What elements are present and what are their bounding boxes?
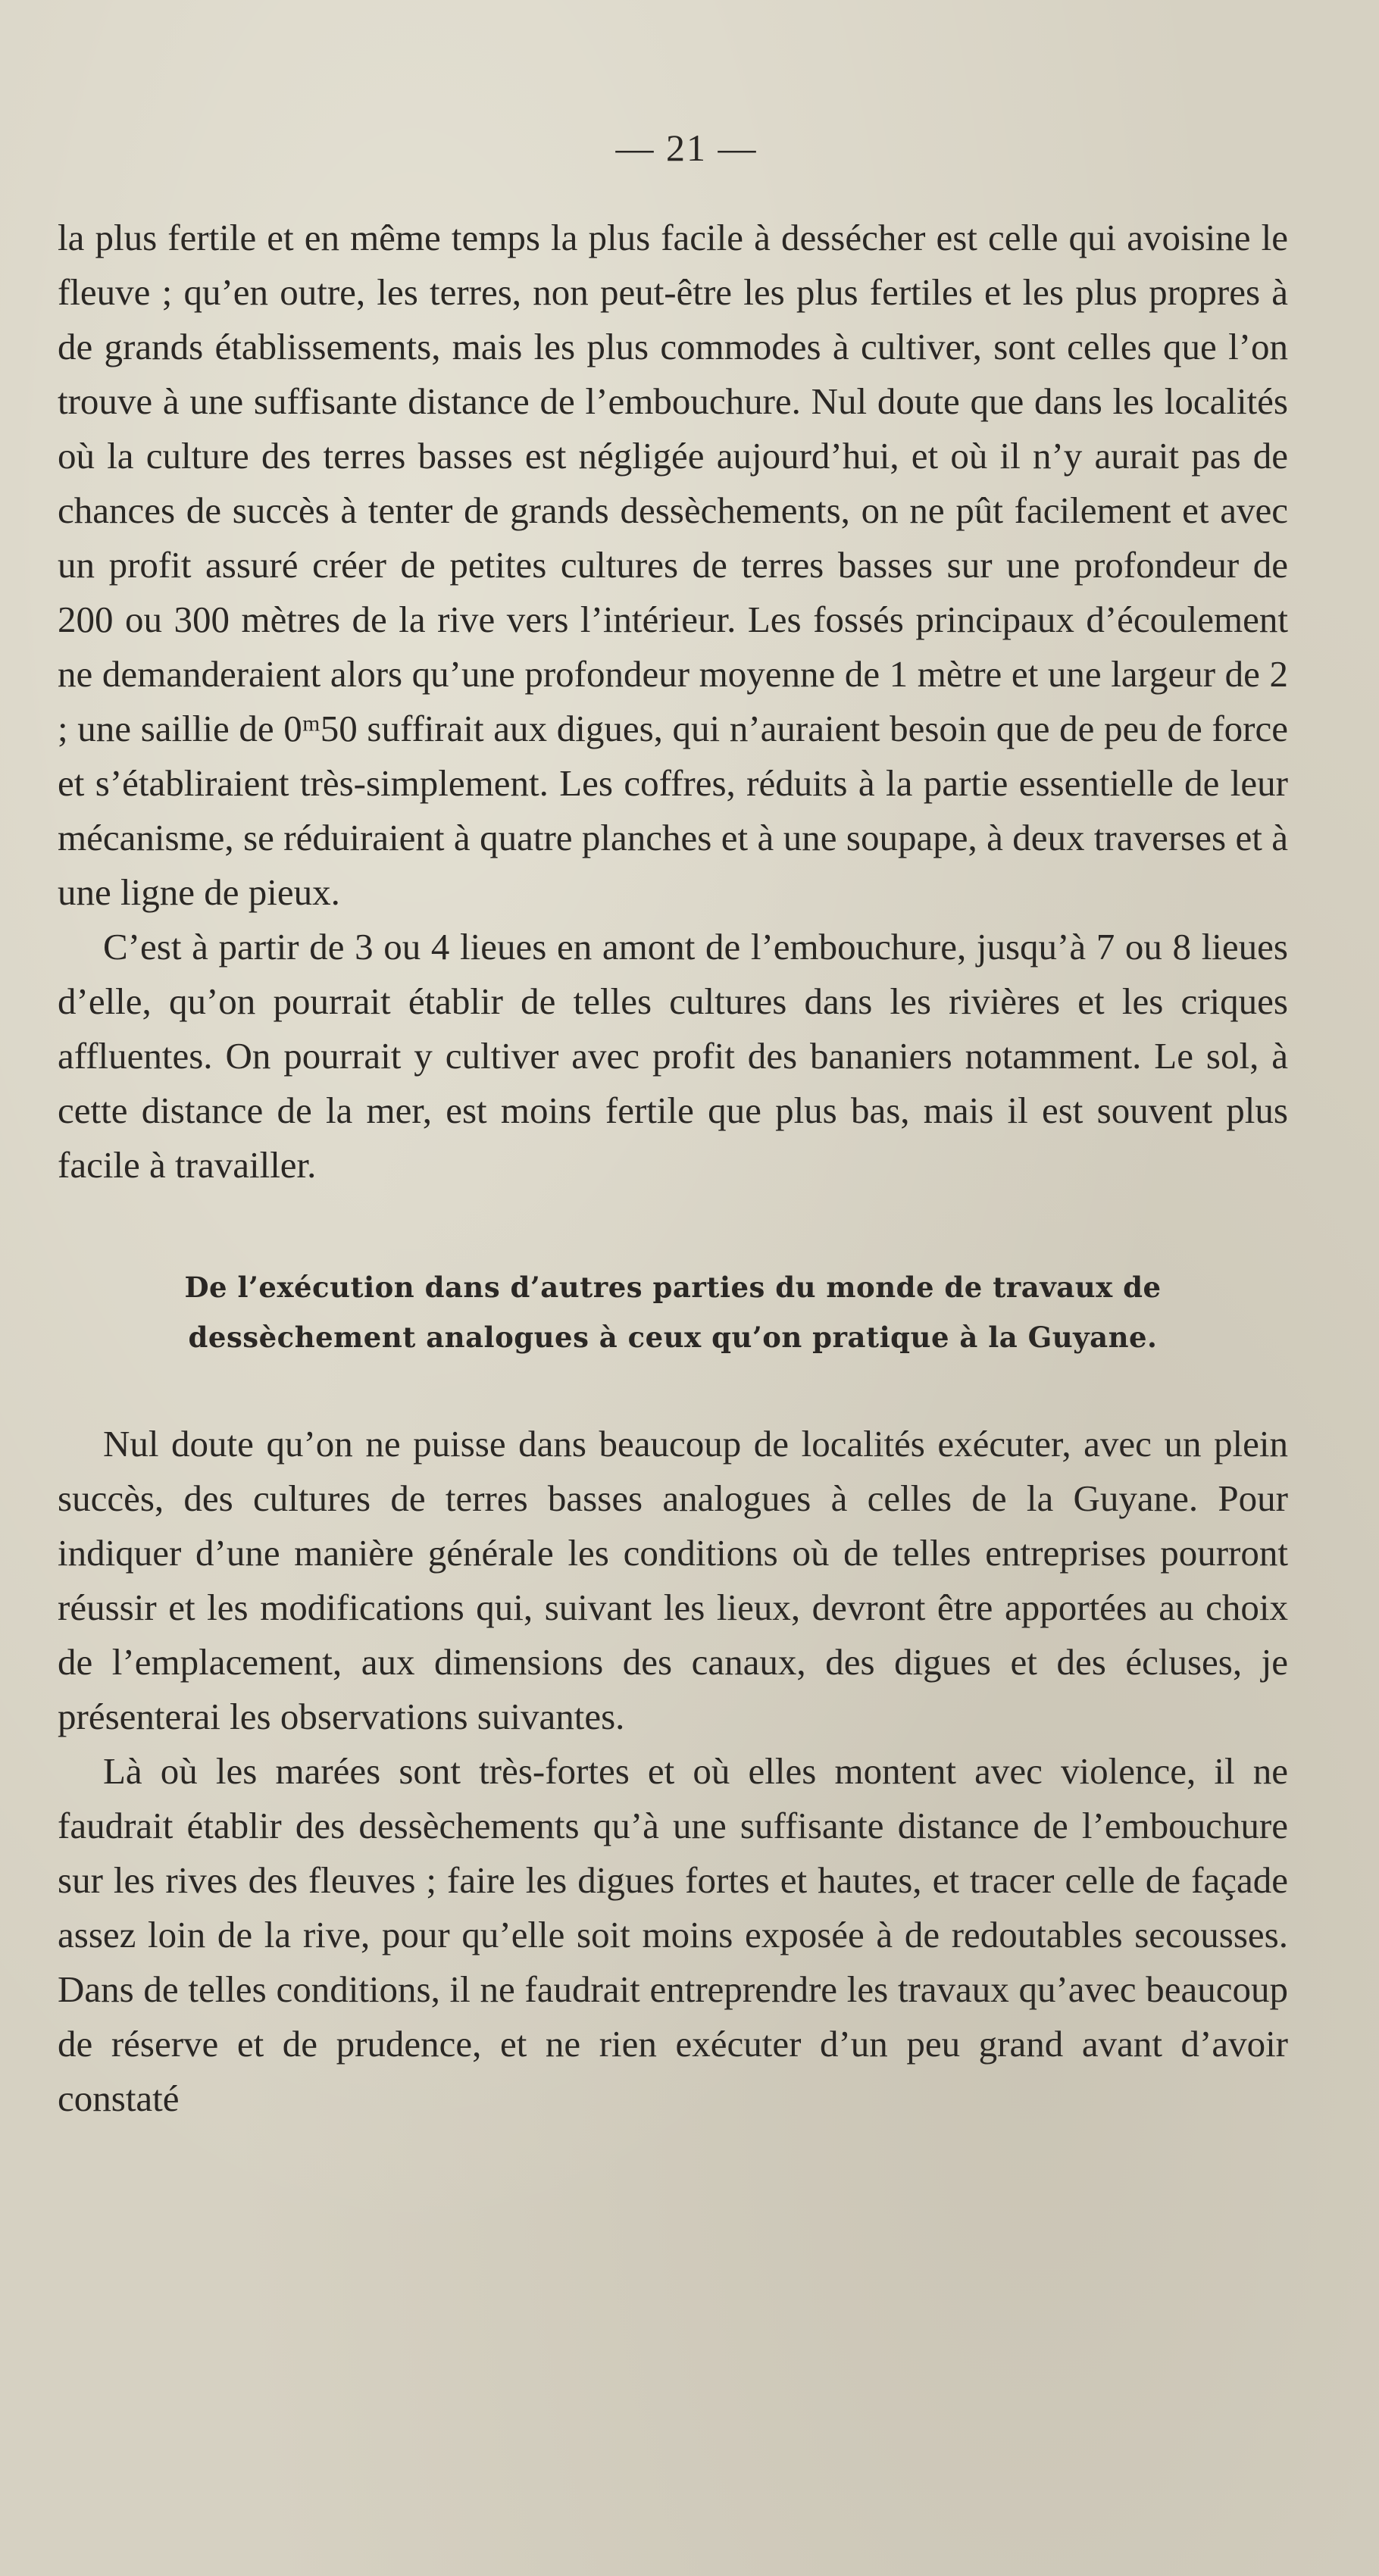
paragraph-marees: Là où les marées sont très-fortes et où elles montent avec violence, il ne faudrait établir des dessèchements qu’à une suffisante distance de l’embouchure sur les rives des fleuves ; faire les digues fortes et hautes, et tracer celle de façade assez loin de la rive, pour qu’elle soit moins exposée à de redoutables secousses. Dans de telles conditions, il ne faudrait entreprendre les travaux qu’avec beaucoup de réserve et de prudence, et ne rien exécuter d’un peu grand avant d’avoir constaté	[58, 1750, 1288, 2119]
paragraph-nul-doute: Nul doute qu’on ne puisse dans beaucoup de localités exécuter, avec un plein succès, des cultures de terres basses analogues à celles de la Guyane. Pour indiquer d’une manière générale les conditions où de telles entreprises pourront réussir et les modifications qui, suivant les lieux, devront être apportées au choix de l’emplacement, aux dimensions des canaux, des digues et des écluses, je présenterai les observations suivantes.	[58, 1423, 1288, 1737]
section-heading: De l’exécution dans d’autres parties du monde de travaux de dessèchement analogues à ceux qu’on pratique à la Guyane.	[184, 1271, 1162, 1354]
paragraph-cultures-amont: C’est à partir de 3 ou 4 lieues en amont de l’embouchure, jusqu’à 7 ou 8 lieues d’elle, qu’on pourrait établir de telles cultures dans les rivières et les criques affluentes. On pourrait y cultiver avec profit des bananiers notamment. Le sol, à cette distance de la mer, est moins fertile que plus bas, mais il est souvent plus facile à travailler.	[58, 926, 1288, 1186]
paragraph-continuation: la plus fertile et en même temps la plus facile à dessécher est celle qui avoisine le fleuve ; qu’en outre, les terres, non peut-être les plus fertiles et les plus propres à de grands établissements, mais les plus commodes à cultiver, sont celles que l’on trouve à une suffisante distance de l’embouchure. Nul doute que dans les localités où la culture des terres basses est négligée aujourd’hui, et où il n’y aurait pas de chances de succès à tenter de grands dessèchements, on ne pût facilement et avec un profit assuré créer de petites cultures de terres basses sur une profondeur de 200 ou 300 mètres de la rive vers l’intérieur. Les fossés principaux d’écoulement ne demanderaient alors qu’une profondeur moyenne de 1 mètre et une largeur de 2 ; une saillie de 0ᵐ50 suffirait aux digues, qui n’auraient besoin que de peu de force et s’établiraient très-simplement. Les coffres, réduits à la partie essentielle de leur mécanisme, se réduiraient à quatre planches et à une soupape, à deux traverses et à une ligne de pieux.	[58, 217, 1288, 913]
page-number: — 21 —	[615, 127, 758, 169]
